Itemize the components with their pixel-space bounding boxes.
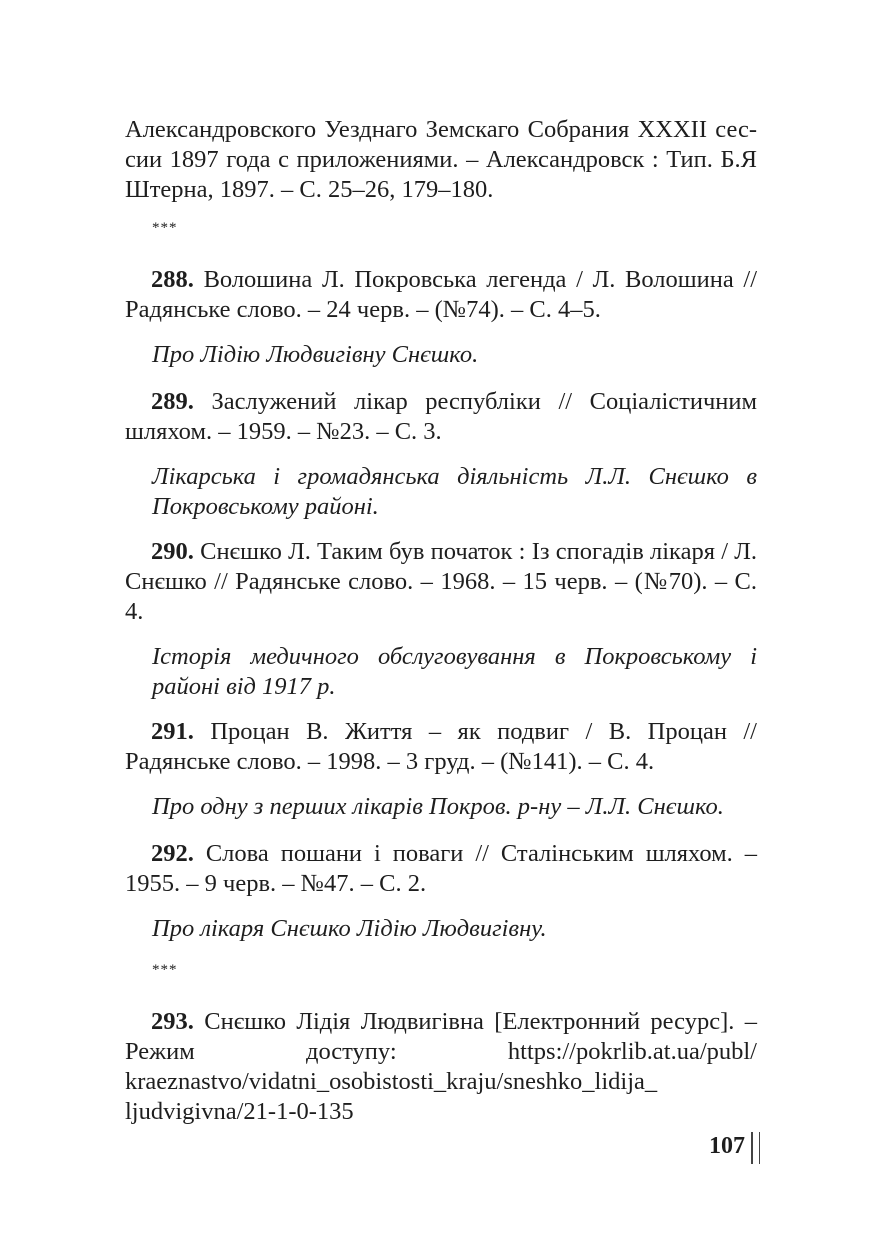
entry-293-citation xyxy=(125,1007,757,1067)
entry-citation: Снєшко Л. Таким був початок : Із спогадів лікаря / Л. Снєшко // Радянське слово. – 1968. – 15 черв. – (№70). – С. 4. xyxy=(125,538,757,625)
entry-citation: Заслужений лікар республіки // Соціалістичним шляхом. – 1959. – №23. – С. 3. xyxy=(125,388,758,445)
entry-288 xyxy=(125,265,757,325)
continuation-line-2: сии 1897 года с приложениями. – Александровск : Тип. Б.Я xyxy=(125,146,757,173)
entry-292-annotation: Про лікаря Снєшко Лідію Людвигівну. xyxy=(152,915,547,942)
entry-288-annotation: Про Лідію Людвигівну Снєшко. xyxy=(152,341,479,368)
section-separator: *** xyxy=(152,962,178,978)
entry-url-link[interactable]: kraeznastvo/vidatni_osobistosti_kraju/sneshko_lidija_ xyxy=(125,1068,658,1095)
entry-number: 293. xyxy=(151,1008,194,1035)
entry-number: 288. xyxy=(151,266,194,293)
entry-citation: Волошина Л. Покровська легенда / Л. Волошина // Радянське слово. – 24 черв. – (№74). – С. 4–5. xyxy=(125,266,757,323)
continuation-line-1: Александровского Уезднаго Земскаго Собрания XXXII сес- xyxy=(125,116,757,143)
entry-url-link[interactable]: ljudvigivna/21-1-0-135 xyxy=(125,1098,354,1125)
entry-citation: Слова пошани і поваги // Сталінським шляхом. – 1955. – 9 черв. – №47. – С. 2. xyxy=(125,840,757,897)
entry-url-link[interactable]: https://pokrlib.at.ua/publ/ xyxy=(507,1038,757,1065)
entry-citation: Снєшко Лідія Людвигівна [Електронний ресурс]. – Режим доступу: xyxy=(125,1008,757,1065)
entry-290 xyxy=(125,537,757,627)
continuation-text xyxy=(125,115,757,205)
page-number-rule xyxy=(751,1132,760,1164)
entry-293 xyxy=(125,1007,757,1127)
entry-number: 292. xyxy=(151,840,194,867)
entry-291-annotation: Про одну з перших лікарів Покров. р-ну – Л.Л. Снєшко. xyxy=(152,793,724,820)
entry-289 xyxy=(125,387,757,447)
entry-292 xyxy=(125,839,757,899)
entry-number: 290. xyxy=(151,538,194,565)
continuation-line-3: Штерна, 1897. – С. 25–26, 179–180. xyxy=(125,176,494,203)
entry-number: 289. xyxy=(151,388,194,415)
entry-291 xyxy=(125,717,757,777)
section-separator: *** xyxy=(152,220,178,236)
entry-290-annotation: Історія медичного обслуговування в Покровському і районі від 1917 р. xyxy=(152,643,757,700)
page-number: 107 xyxy=(709,1133,745,1159)
entry-number: 291. xyxy=(151,718,194,745)
entry-citation: Процан В. Життя – як подвиг / В. Процан // Радянське слово. – 1998. – 3 груд. – (№141). – С. 4. xyxy=(125,718,757,775)
entry-289-annotation: Лікарська і громадянська діяльність Л.Л. Снєшко в Покровському районі. xyxy=(152,463,757,520)
